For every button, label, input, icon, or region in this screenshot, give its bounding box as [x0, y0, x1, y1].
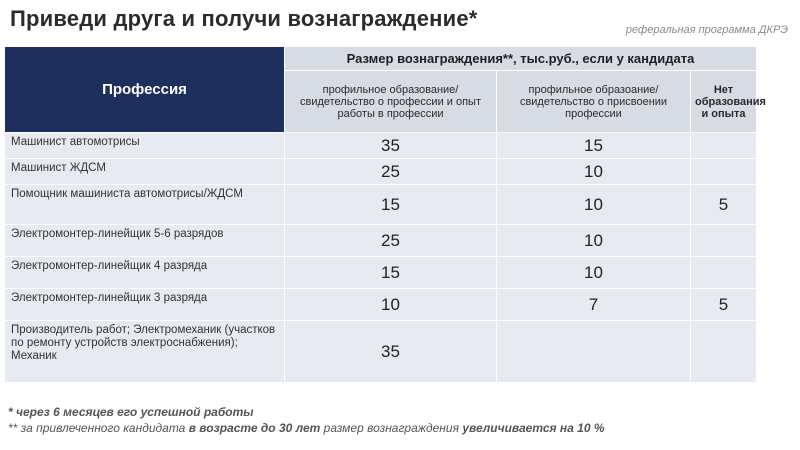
value-cell: 15	[285, 257, 497, 289]
footnote-2-part: ** за привлеченного кандидата	[8, 421, 189, 435]
value-cell: 25	[285, 225, 497, 257]
table-row	[5, 225, 757, 257]
reward-header: Размер вознаграждения**, тыс.руб., если у кандидата	[285, 47, 757, 71]
table-row	[5, 321, 757, 383]
footnote-2-part: размер вознаграждения	[320, 421, 463, 435]
value-cell: 25	[285, 159, 497, 185]
table-row	[5, 185, 757, 225]
column-header: профильное образование/свидетельство о профессии и опыт работы в профессии	[285, 71, 497, 133]
value-cell: 15	[285, 185, 497, 225]
profession-cell: Машинист автомотрисы	[5, 133, 285, 159]
value-cell	[691, 225, 757, 257]
value-cell	[691, 257, 757, 289]
page-title: Приведи друга и получи вознаграждение*	[10, 6, 478, 31]
footnote-2-part: увеличивается на 10 %	[462, 421, 605, 435]
value-cell: 10	[497, 185, 691, 225]
footnote-2	[8, 421, 605, 435]
table-row	[5, 289, 757, 321]
value-cell	[497, 321, 691, 383]
table-row	[5, 133, 757, 159]
footnote-2-part: в возрасте до 30 лет	[188, 421, 321, 435]
value-cell: 15	[497, 133, 691, 159]
value-cell	[691, 133, 757, 159]
column-header: Нет образования и опыта	[691, 71, 757, 133]
footnote-1: * через 6 месяцев его успешной работы	[8, 405, 254, 419]
profession-cell: Электромонтер-линейщик 4 разряда	[5, 257, 285, 289]
page-subtitle: реферальная программа ДКРЭ	[625, 24, 788, 36]
profession-cell: Производитель работ; Электромеханик (участков по ремонту устройств электроснабжения); Механик	[5, 321, 285, 383]
profession-header: Профессия	[5, 47, 285, 133]
value-cell: 10	[497, 257, 691, 289]
value-cell	[691, 321, 757, 383]
value-cell: 35	[285, 321, 497, 383]
value-cell: 35	[285, 133, 497, 159]
profession-cell: Электромонтер-линейщик 3 разряда	[5, 289, 285, 321]
profession-cell: Помощник машиниста автомотрисы/ЖДСМ	[5, 185, 285, 225]
value-cell: 5	[691, 289, 757, 321]
value-cell: 7	[497, 289, 691, 321]
table-row	[5, 257, 757, 289]
profession-cell: Электромонтер-линейщик 5-6 разрядов	[5, 225, 285, 257]
table-row	[5, 159, 757, 185]
reward-table	[4, 46, 766, 383]
value-cell	[691, 159, 757, 185]
value-cell: 10	[285, 289, 497, 321]
value-cell: 10	[497, 159, 691, 185]
column-header: профильное образоание/ свидетельство о присвоении профессии	[497, 71, 691, 133]
profession-cell: Машинист ЖДСМ	[5, 159, 285, 185]
value-cell: 10	[497, 225, 691, 257]
value-cell: 5	[691, 185, 757, 225]
